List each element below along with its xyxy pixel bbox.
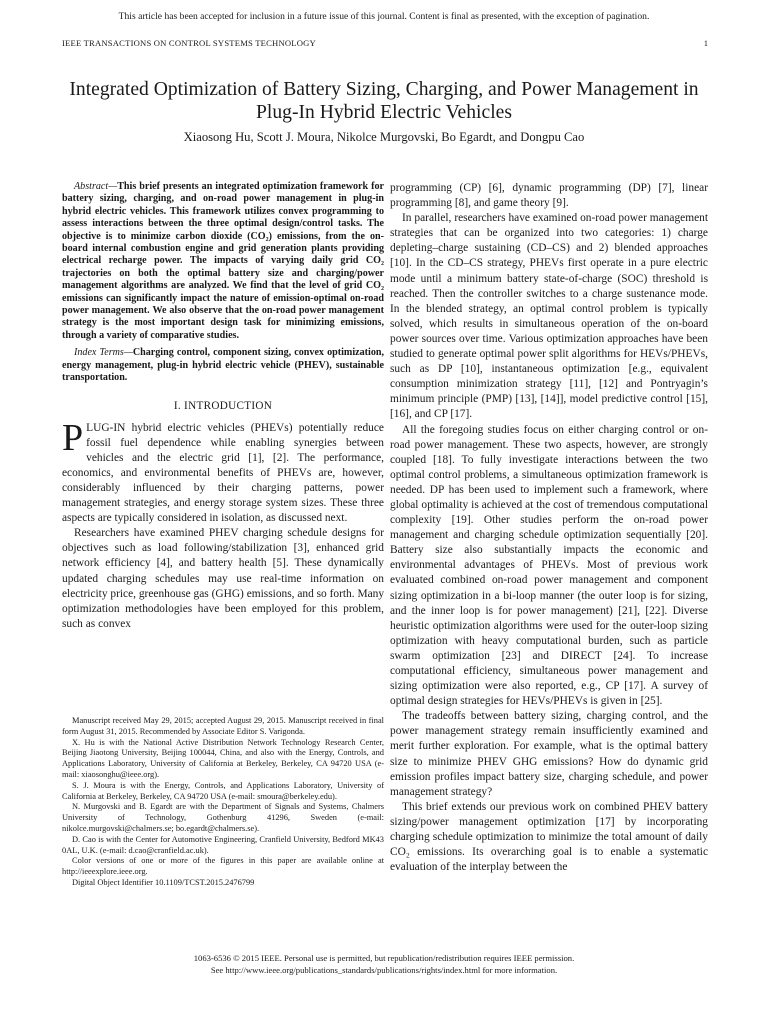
paper-authors: Xiaosong Hu, Scott J. Moura, Nikolce Murgovski, Bo Egardt, and Dongpu Cao xyxy=(183,130,585,144)
journal-name: IEEE TRANSACTIONS ON CONTROL SYSTEMS TECHNOLOGY xyxy=(62,38,316,48)
abstract-text: This brief presents an integrated optimization framework for battery sizing, charging, and on-road power management in plug-in hybrid electric vehicles. This framework utilizes convex programming to assess interactions between the three optimal design/control tasks. The objective is to minimize carbon dioxide (CO₂) emissions, from the on-board internal combustion engine and grid generation plants providing electrical recharge power. The impacts of varying daily grid CO₂ trajectories on both the optimal battery size and charging/power management algorithms are analyzed. We find that the level of grid CO₂ emissions can significantly impact the nature of emission-optimal on-road power management. We also observe that the on-road power management strategy is the most important design task for minimizing emissions, through a variety of comparative studies. xyxy=(62,181,384,341)
intro-paragraph-5: All the foregoing studies focus on either charging control or on-road power management. These two aspects, however, are strongly coupled [18]. To fully investigate interactions between the two optimal control problems, a simultaneous optimization framework is needed. DP has been used to implement such a framework, where global optimality is achieved at the cost of tremendous computational complexity [19]. Other studies perform the on-road power management and charging schedule optimization sequentially [20]. Battery size also substantially impacts the economic and environmental advantages of PHEVs. Most of previous work evaluated combined on-road power management and component sizing optimization in a bi-loop manner (the outer loop is for sizing, and the inner loop is for power management) [21], [22]. Diverse heuristic optimization algorithms were used for the outer-loop sizing optimization with heavy computational burden, such as particle swarm optimization [23] and DIRECT [24]. To increase computational efficiency, simultaneous power management and sizing optimization were also reported, e.g., CP [17]. A survey of optimal design strategies for HEVs/PHEVs is given in [25]. xyxy=(390,423,708,708)
abstract-label: Abstract— xyxy=(74,181,118,192)
intro-paragraph-2: Researchers have examined PHEV charging schedule designs for objectives such as load following/stabilization [3], enhanced grid network efficiency [4], and battery health [5]. These dynamically updated charging schedules may use real-time information on electricity price, greenhouse gas (GHG) emissions, and so forth. Many optimization methodologies have been employed for this problem, such as convex xyxy=(62,527,385,630)
copyright-line-1: 1063-6536 © 2015 IEEE. Personal use is permitted, but republication/redistribution requires IEEE permission. xyxy=(193,953,575,963)
footnotes xyxy=(62,716,384,889)
right-column xyxy=(390,181,708,875)
copyright-line-2: See http://www.ieee.org/publications_standards/publications/rights/index.html for more information. xyxy=(210,965,558,976)
footnote-murgovski-egardt: N. Murgovski and B. Egardt are with the Department of Signals and Systems, Chalmers University of Technology, Gothenburg 41296, Sweden (e-mail: nikolce.murgovski@chalmers.se; bo.egardt@chalmers.se). xyxy=(62,802,384,833)
index-terms-label: Index Terms— xyxy=(74,347,133,359)
intro-paragraph-4: In parallel, researchers have examined on-road power management strategies that can be organized into two categories: 1) charge depleting–charge sustaining (CD–CS) and 2) blended approaches [10]. In the CD–CS strategy, PHEVs first operate in a pure electric mode until a minimum battery state-of-charge (SOC) threshold is reached. Then the controller switches to a charge sustenance mode. In the blended strategy, an optimal control problem is typically solved, which results in simultaneous operation of the on-board power sources over time. Various optimization approaches have been studied to generate optimal power split algorithms for HEVs/PHEVs, such as DP [10], instantaneous optimization [e.g., equivalent consumption minimization strategy [11], [12] and Pontryagin’s minimum principle (PMP) [13], [14]], model predictive control [15], [16], and CP [17]. xyxy=(390,212,708,421)
footnote-doi: Digital Object Identifier 10.1109/TCST.2015.2476799 xyxy=(72,877,255,887)
footnote-hu: X. Hu is with the National Active Distribution Network Technology Research Center, Beijing Jiaotong University, Beijing 100044, China, and also with the Energy, Controls, and Applications Laboratory, University of California at Berkeley, Berkeley, CA 94720 USA (e-mail: xiaosonghu@ieee.org). xyxy=(62,737,384,779)
footnote-manuscript: Manuscript received May 29, 2015; accepted August 29, 2015. Manuscript received in final form August 31, 2015. Recommended by Associate Editor S. Varigonda. xyxy=(62,716,384,736)
footnote-color-versions: Color versions of one or more of the figures in this paper are available online at http://ieeexplore.ieee.org. xyxy=(62,856,384,877)
section-heading-introduction: I. INTRODUCTION xyxy=(173,399,273,412)
footnote-cao: D. Cao is with the Center for Automotive Engineering, Cranfield University, Bedford MK43 0AL, U.K. (e-mail: d.cao@cranfield.ac.uk). xyxy=(62,834,384,855)
intro-paragraph-6: The tradeoffs between battery sizing, charging control, and the power management strategy remain insufficiently examined and merit further exploration. For example, what is the optimal battery size to minimize PHEV GHG emissions? How do dynamic grid emission profiles impact battery size, charging schedule, and power management strategy? xyxy=(390,710,708,798)
left-column xyxy=(62,181,384,632)
intro-paragraph-7: This brief extends our previous work on combined PHEV battery sizing/power management optimization [17] by incorporating charging schedule optimization to minimize the total amount of daily CO₂ emissions. Its overarching goal is to enable a systematic evaluation of the interplay between the xyxy=(390,800,708,874)
index-terms-text: Charging control, component sizing, convex optimization, energy management, plug-in hybrid electric vehicle (PHEV), sustainable transportation. xyxy=(62,347,384,384)
intro-paragraph-1 xyxy=(62,416,384,527)
page-number: 1 xyxy=(703,38,708,48)
abstract xyxy=(62,181,384,342)
paper-title: Integrated Optimization of Battery Sizing, Charging, and Power Management in Plug-In Hybrid Electric Vehicles xyxy=(69,79,699,123)
drop-cap: P xyxy=(62,416,84,459)
copyright-notice xyxy=(0,952,768,977)
intro-paragraph-3: programming (CP) [6], dynamic programming (DP) [7], linear programming [8], and game theory [9]. xyxy=(390,182,708,210)
journal-notice: This article has been accepted for inclusion in a future issue of this journal. Content is final as presented, with the exception of pagination. xyxy=(118,11,650,22)
intro-paragraph-1-text: LUG-IN hybrid electric vehicles (PHEVs) potentially reduce fossil fuel dependence while enabling synergies between vehicles and the electric grid [1], [2]. The performance, economics, and environmental benefits of PHEVs are, however, considerably influenced by their charging patterns, power management strategies, and energy storage system sizes. These three aspects are typically considered in isolation, as discussed next. xyxy=(62,421,384,525)
footnote-moura: S. J. Moura is with the Energy, Controls, and Applications Laboratory, University of California at Berkeley, Berkeley, CA 94720 USA (e-mail: smoura@berkeley.edu). xyxy=(62,780,384,801)
index-terms xyxy=(62,347,384,384)
